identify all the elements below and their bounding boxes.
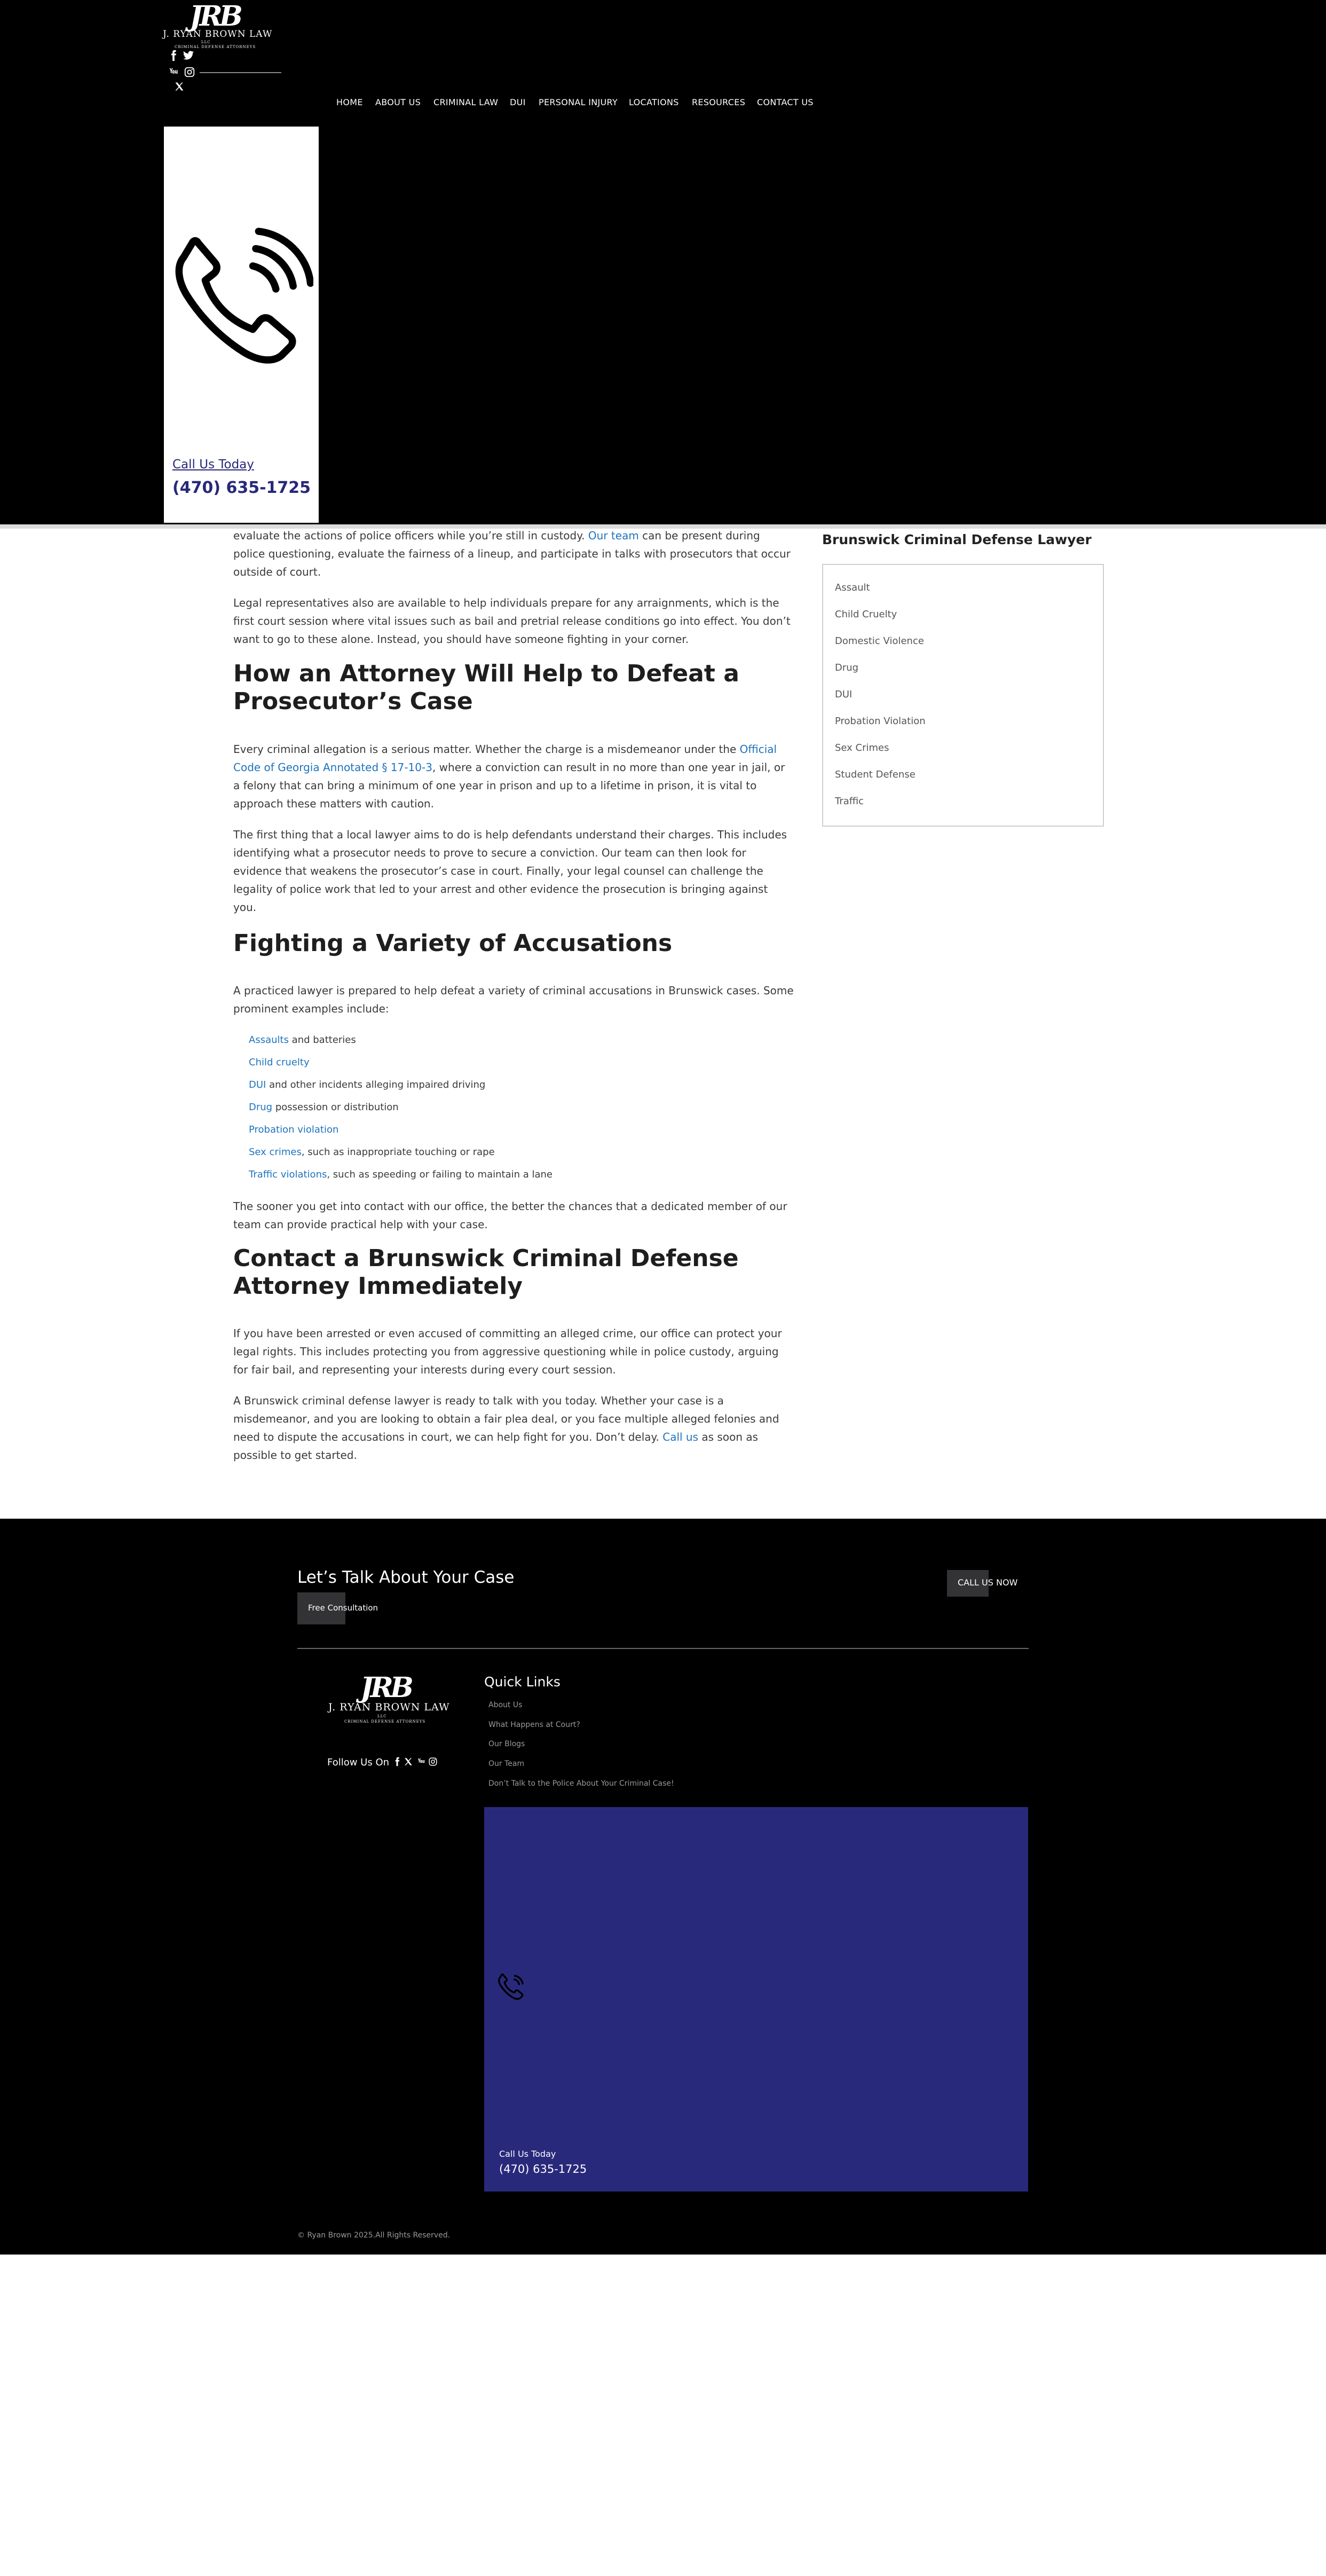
- youtube-icon[interactable]: [416, 1757, 426, 1766]
- quick-link-about-us[interactable]: About Us: [488, 1701, 523, 1709]
- phone-icon: [169, 217, 313, 372]
- site-logo[interactable]: [163, 0, 273, 50]
- sex-crimes-link[interactable]: Sex crimes: [249, 1146, 302, 1158]
- nav-dui[interactable]: DUI: [510, 97, 526, 107]
- child-cruelty-link[interactable]: Child cruelty: [249, 1057, 310, 1068]
- nav-personal-injury[interactable]: PERSONAL INJURY: [539, 97, 618, 107]
- nav-criminal-law[interactable]: CRIMINAL LAW: [433, 97, 499, 107]
- nav-about-us[interactable]: ABOUT US: [375, 97, 421, 107]
- georgia-code-link[interactable]: Official Code of Georgia Annotated § 17-10-3: [233, 743, 777, 774]
- probation-violation-link[interactable]: Probation violation: [249, 1124, 339, 1135]
- list-item: Assaults and batteries: [249, 1034, 356, 1046]
- footer-call-phone[interactable]: (470) 635-1725: [499, 2163, 587, 2176]
- heading-contact-attorney: Contact a Brunswick Criminal Defense Attorney Immediately: [233, 1245, 739, 1300]
- facebook-icon[interactable]: [168, 50, 179, 61]
- call-card-label[interactable]: Call Us Today: [172, 458, 254, 472]
- nav-home[interactable]: HOME: [336, 97, 363, 107]
- quick-links-title: Quick Links: [484, 1674, 561, 1690]
- list-item: [249, 1057, 310, 1068]
- sidebar-item-drug[interactable]: Drug: [835, 662, 859, 673]
- footer-logo[interactable]: [328, 1671, 450, 1730]
- sidebar-item-child-cruelty[interactable]: Child Cruelty: [835, 609, 897, 620]
- paragraph-practiced-lawyer: A practiced lawyer is prepared to help defeat a variety of criminal accusations in Brunswick cases. Some prominent examples include:: [233, 984, 794, 1015]
- call-card-phone[interactable]: (470) 635-1725: [172, 478, 311, 497]
- quick-link-police[interactable]: Don’t Talk to the Police About Your Criminal Case!: [488, 1779, 674, 1788]
- sidebar-item-sex-crimes[interactable]: Sex Crimes: [835, 742, 889, 753]
- paragraph-arraignments: Legal representatives also are available to help individuals prepare for any arraignments, which is the first court session where vital issues such as bail and pretrial release conditions go into effect. You don’t want to go to these alone. Instead, you should have someone fighting in your corner.: [233, 596, 791, 646]
- logo-tagline: CRIMINAL DEFENSE ATTORNEYS: [175, 45, 256, 49]
- nav-locations[interactable]: LOCATIONS: [629, 97, 679, 107]
- call-card[interactable]: [164, 127, 319, 523]
- youtube-icon[interactable]: [168, 66, 179, 78]
- sidebar-item-probation-violation[interactable]: Probation Violation: [835, 716, 926, 727]
- sidebar-title: Brunswick Criminal Defense Lawyer: [822, 532, 1092, 547]
- sidebar-item-traffic[interactable]: Traffic: [835, 796, 864, 807]
- instagram-icon[interactable]: [184, 66, 195, 78]
- paragraph-ready-to-talk: A Brunswick criminal defense lawyer is ready to talk with you today. Whether your case is a misdemeanor, and you are looking to obtain a fair plea deal, or you face multiple alleged felonies and need to dispute the accusations in court, we can help fight for you. Don’t delay. Call us as soon as possible to get started.: [233, 1394, 779, 1462]
- logo-tagline: CRIMINAL DEFENSE ATTORNEYS: [344, 1719, 426, 1724]
- sidebar-item-domestic-violence[interactable]: Domestic Violence: [835, 635, 924, 647]
- heading-defeat-prosecutor: How an Attorney Will Help to Defeat a Prosecutor’s Case: [233, 660, 739, 715]
- our-team-link[interactable]: Our team: [588, 529, 639, 542]
- paragraph-custody: evaluate the actions of police officers while you’re still in custody. Our team can be present during police questioning, evaluate the fairness of a lineup, and participate in talks with prosecutors that occur outside of court.: [233, 529, 791, 578]
- social-divider: [200, 72, 281, 73]
- list-item: Sex crimes, such as inappropriate touching or rape: [249, 1146, 495, 1158]
- copyright-text: © Ryan Brown 2025.All Rights Reserved.: [297, 2231, 451, 2240]
- logo-llc: LLC: [201, 40, 211, 44]
- nav-resources[interactable]: RESOURCES: [692, 97, 746, 107]
- x-icon[interactable]: [174, 81, 185, 92]
- call-us-now-button[interactable]: CALL US NOW: [947, 1570, 989, 1597]
- follow-us-label: Follow Us On: [327, 1757, 390, 1768]
- heading-fighting-accusations: Fighting a Variety of Accusations: [233, 930, 673, 957]
- list-item: Traffic violations, such as speeding or failing to maintain a lane: [249, 1169, 552, 1180]
- instagram-icon[interactable]: [428, 1757, 438, 1766]
- paragraph-sooner: The sooner you get into contact with our office, the better the chances that a dedicated member of our team can provide practical help with your case.: [233, 1200, 787, 1231]
- dui-link[interactable]: DUI: [249, 1079, 266, 1090]
- traffic-violations-link[interactable]: Traffic violations: [249, 1169, 327, 1180]
- paragraph-arrested: If you have been arrested or even accused of committing an alleged crime, our office can protect your legal rights. This includes protecting you from aggressive questioning while in police custody, arguing for fair bail, and representing your interests during every court session.: [233, 1327, 782, 1376]
- sidebar-links: [822, 564, 1104, 827]
- quick-link-team[interactable]: Our Team: [488, 1760, 525, 1768]
- footer-call-label[interactable]: Call Us Today: [499, 2149, 556, 2159]
- phone-icon: [497, 1970, 527, 2001]
- quick-link-court[interactable]: What Happens at Court?: [488, 1721, 580, 1729]
- sidebar-item-dui[interactable]: DUI: [835, 689, 853, 700]
- logo-monogram: JRB: [360, 1671, 411, 1704]
- twitter-icon[interactable]: [183, 50, 194, 61]
- paragraph-allegation: Every criminal allegation is a serious matter. Whether the charge is a misdemeanor under the Official Code of Georgia Annotated § 17-10-3, where a conviction can result in no more than one year in jail, or a felony that can bring a minimum of one year in prison and up to a lifetime in prison, it is vital to approach these matters with caution.: [233, 743, 785, 810]
- assaults-link[interactable]: Assaults: [249, 1034, 289, 1046]
- logo-name: J. RYAN BROWN LAW: [328, 1701, 450, 1713]
- list-item: DUI and other incidents alleging impaired driving: [249, 1079, 486, 1090]
- sidebar-item-student-defense[interactable]: Student Defense: [835, 769, 915, 780]
- nav-contact-us[interactable]: CONTACT US: [757, 97, 814, 107]
- free-consultation-button[interactable]: Free Consultation: [297, 1592, 345, 1624]
- drug-link[interactable]: Drug: [249, 1102, 273, 1113]
- list-item: Drug possession or distribution: [249, 1102, 399, 1113]
- footer-title: Let’s Talk About Your Case: [297, 1568, 515, 1587]
- call-us-link[interactable]: Call us: [662, 1431, 699, 1443]
- logo-llc: LLC: [377, 1714, 387, 1718]
- footer-divider: [297, 1648, 1029, 1649]
- x-icon[interactable]: [404, 1757, 413, 1766]
- logo-name: J. RYAN BROWN LAW: [163, 29, 273, 40]
- paragraph-local-lawyer: The first thing that a local lawyer aims to do is help defendants understand their charges. This includes identifying what a prosecutor needs to prove to secure a conviction. Our team can then look for evidence that weakens the prosecutor’s case in court. Finally, your legal counsel can challenge the legality of police work that led to your arrest and other evidence the prosecution is bringing against you.: [233, 828, 787, 914]
- list-item: [249, 1124, 338, 1135]
- facebook-icon[interactable]: [392, 1757, 402, 1766]
- footer-call-box[interactable]: [484, 1807, 1028, 2192]
- logo-monogram: JRB: [190, 0, 240, 33]
- quick-link-blogs[interactable]: Our Blogs: [488, 1740, 525, 1748]
- sidebar-item-assault[interactable]: Assault: [835, 582, 870, 593]
